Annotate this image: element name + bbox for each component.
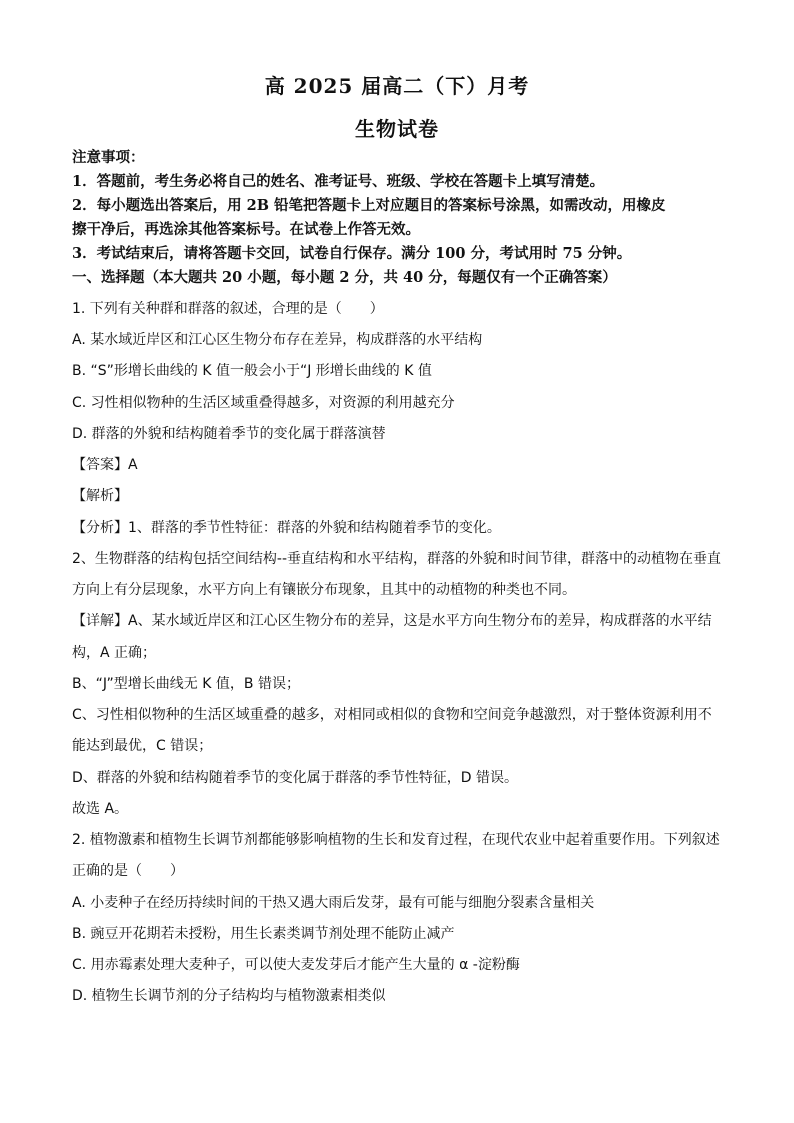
q2-option-c: C. 用赤霉素处理大麦种子，可以使大麦发芽后才能产生大量的 α -淀粉酶 [72,957,520,973]
q1-detail-c2: 能达到最优，C 错误； [72,738,213,754]
q1-detail-b: B、“J”型增长曲线无 K 值，B 错误； [72,676,300,692]
q1-answer: 【答案】A [72,457,138,473]
q2-option-b: B. 豌豆开花期若未授粉，用生长素类调节剂处理不能防止减产 [72,926,455,942]
q2-stem-1: 2. 植物激素和植物生长调节剂都能够影响植物的生长和发育过程，在现代农业中起着重要作用。下列叙述 [72,832,720,848]
q1-analysis-2a: 2、生物群落的结构包括空间结构--垂直结构和水平结构，群落的外貌和时间节律，群落中的动植物在垂直 [72,551,722,567]
notice-heading: 注意事项： [72,149,145,166]
q2-option-d: D. 植物生长调节剂的分子结构均与植物激素相类似 [72,988,386,1004]
q1-conclusion: 故选 A。 [72,801,129,817]
q1-analysis-label: 【解析】 [72,488,128,504]
q1-analysis-1: 【分析】1、群落的季节性特征：群落的外貌和结构随着季节的变化。 [72,520,501,536]
notice-item-2b: 擦干净后，再选涂其他答案标号。在试卷上作答无效。 [72,221,420,238]
notice-item-3: 3．考试结束后，请将答题卡交回，试卷自行保存。满分 100 分，考试用时 75 分钟。 [72,245,632,262]
q1-detail-c1: C、习性相似物种的生活区域重叠的越多，对相同或相似的食物和空间竞争越激烈，对于整体资源利用不 [72,707,712,723]
q1-stem: 1. 下列有关种群和群落的叙述，合理的是（ ） [72,301,384,317]
q1-option-c: C. 习性相似物种的生活区域重叠得越多，对资源的利用越充分 [72,395,455,411]
q1-detail-d: D、群落的外貌和结构随着季节的变化属于群落的季节性特征，D 错误。 [72,770,519,786]
exam-subtitle: 生物试卷 [355,117,439,141]
q1-detail-a1: 【详解】A、某水域近岸区和江心区生物分布的差异，这是水平方向生物分布的差异，构成群落的水平结 [72,613,712,629]
q1-option-b: B. “S”形增长曲线的 K 值一般会小于“J 形增长曲线的 K 值 [72,363,432,379]
q1-option-d: D. 群落的外貌和结构随着季节的变化属于群落演替 [72,426,386,442]
q1-detail-a2: 构，A 正确； [72,645,157,661]
q2-stem-2: 正确的是（ ） [72,863,184,879]
q2-option-a: A. 小麦种子在经历持续时间的干热又遇大雨后发芽，最有可能与细胞分裂素含量相关 [72,895,595,911]
q1-analysis-2b: 方向上有分层现象，水平方向上有镶嵌分布现象，且其中的动植物的种类也不同。 [72,582,576,598]
notice-item-2a: 2．每小题选出答案后，用 2B 铅笔把答题卡上对应题目的答案标号涂黑，如需改动，用橡皮 [72,197,666,214]
q1-option-a: A. 某水域近岸区和江心区生物分布存在差异，构成群落的水平结构 [72,332,483,348]
exam-title: 高 2025 届高二（下）月考 [264,74,530,98]
section-heading: 一、选择题（本大题共 20 小题，每小题 2 分，共 40 分，每题仅有一个正确答案） [72,269,617,286]
notice-item-1: 1．答题前，考生务必将自己的姓名、准考证号、班级、学校在答题卡上填写清楚。 [72,173,605,190]
